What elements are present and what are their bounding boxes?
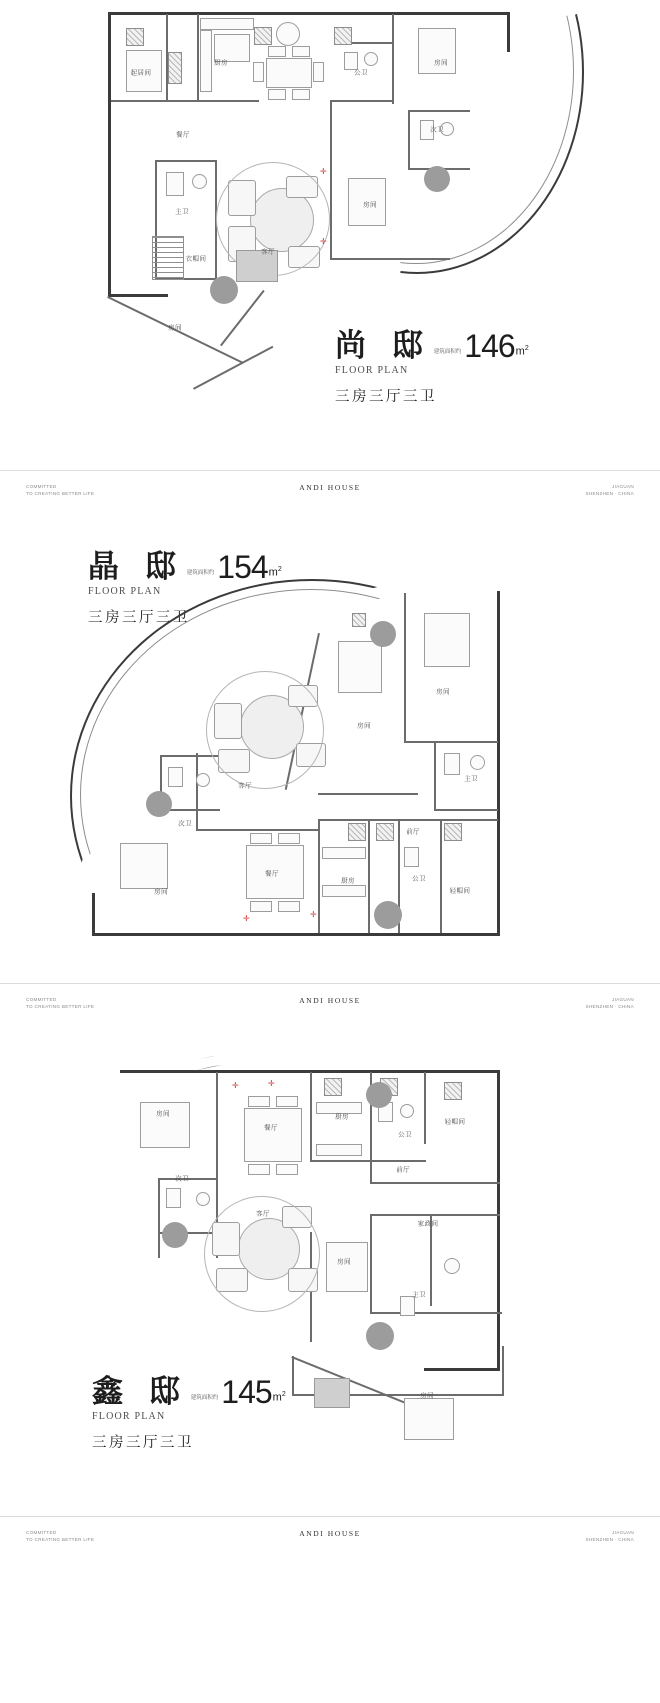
- page-footer-3: [0, 1516, 660, 1561]
- bath-basin: [192, 174, 207, 189]
- pillar: [370, 621, 396, 647]
- bed: [120, 843, 168, 889]
- wall-segment: [434, 809, 498, 811]
- wall-segment: [158, 1178, 160, 1258]
- wall-segment: [108, 12, 111, 297]
- wall-segment: [497, 591, 500, 936]
- area-unit: $m^2$: [272, 1391, 286, 1404]
- area-caption: 建筑面积约: [433, 349, 462, 356]
- bath-basin: [470, 755, 485, 770]
- dining-chair: [248, 1096, 270, 1107]
- wall-segment: [404, 593, 406, 743]
- footer-left-line2: TO CREATING BETTER LIFE: [26, 1004, 95, 1010]
- room-label: 厨房: [335, 1113, 349, 1121]
- dining-chair: [292, 46, 310, 57]
- bed: [404, 1398, 454, 1440]
- wall-segment: [330, 100, 332, 260]
- shaft-hatch: [352, 613, 366, 627]
- room-label: 房间: [154, 888, 168, 896]
- floor-plan-panel-1: [0, 0, 660, 470]
- room-label: 次卫: [430, 126, 444, 134]
- wall-segment: [408, 110, 470, 112]
- bed: [418, 28, 456, 74]
- room-label: 主卫: [464, 775, 478, 783]
- wall-segment: [408, 110, 410, 170]
- wall-segment: [434, 741, 436, 811]
- wall-segment: [111, 100, 259, 102]
- footer-left-line1: COMMITTED: [26, 997, 57, 1002]
- room-label: 餐厅: [176, 131, 190, 139]
- wall-segment: [310, 1072, 312, 1160]
- title-block-3: [92, 1373, 286, 1452]
- curved-exterior-wall: [70, 579, 554, 1013]
- bath-basin: [196, 773, 210, 787]
- footer-right-text: [586, 1529, 634, 1543]
- wall-segment: [310, 1160, 426, 1162]
- bed: [424, 613, 470, 667]
- bed: [326, 1242, 368, 1292]
- side-table: [276, 22, 300, 46]
- balcony: [314, 1378, 350, 1408]
- footer-left-line1: COMMITTED: [26, 484, 57, 489]
- living-circle-guide: [206, 671, 324, 789]
- room-label: 房间: [337, 1258, 351, 1266]
- bath-basin: [400, 1104, 414, 1118]
- dining-chair: [268, 89, 286, 100]
- wall-segment: [197, 14, 199, 102]
- room-label: 房间: [363, 201, 377, 209]
- footer-left-line2: TO CREATING BETTER LIFE: [26, 491, 95, 497]
- dining-chair: [253, 62, 264, 82]
- footer-brand: ANDI HOUSE: [299, 996, 361, 1005]
- room-label: 房间: [436, 688, 450, 696]
- wall-segment: [92, 933, 500, 936]
- dining-chair: [313, 62, 324, 82]
- dining-chair: [250, 901, 272, 912]
- plan-title-cn: 鑫 邸: [92, 1374, 189, 1409]
- area-value: 145: [221, 1373, 272, 1410]
- area-value: 146: [464, 327, 515, 364]
- area-unit: $m^2$: [268, 566, 282, 579]
- room-label: 次卫: [175, 1175, 189, 1183]
- plan-title-en: FLOOR PLAN: [335, 365, 409, 376]
- plan-drawing-1: [0, 0, 660, 400]
- dining-chair: [292, 89, 310, 100]
- bath-basin: [364, 52, 378, 66]
- bath-fixture: [404, 847, 419, 867]
- plan-title-en: FLOOR PLAN: [88, 586, 162, 597]
- room-label: 次卫: [178, 820, 192, 828]
- room-label: 轻帽间: [449, 887, 471, 895]
- footer-left-text: [26, 996, 94, 1010]
- wall-segment: [502, 1346, 504, 1396]
- room-label: 房间: [357, 722, 371, 730]
- wall-segment: [330, 258, 450, 260]
- bath-basin: [196, 1192, 210, 1206]
- pillar: [210, 276, 238, 304]
- shaft-hatch: [444, 1082, 462, 1100]
- plan-title-cn: 晶 邸: [88, 549, 185, 584]
- spacer: [0, 515, 660, 533]
- dining-chair: [268, 46, 286, 57]
- room-label: 房间: [168, 324, 182, 332]
- wall-segment: [370, 1214, 500, 1216]
- shaft-hatch: [126, 28, 144, 46]
- plan-title-cn: 尚 邸: [335, 328, 432, 363]
- wall-segment: [92, 893, 95, 936]
- footer-right-line2: SHENZHEN · CHINA: [585, 1004, 634, 1010]
- shaft-hatch: [444, 823, 462, 841]
- room-label: 客厅: [256, 1210, 270, 1218]
- wall-segment: [332, 100, 394, 102]
- plan-layout-summary: 三房三厅三卫: [335, 389, 437, 405]
- pillar: [162, 1222, 188, 1248]
- stairs: [152, 236, 184, 280]
- pillar: [366, 1322, 394, 1350]
- kitchen-counter: [200, 18, 254, 30]
- shaft-hatch: [348, 823, 366, 841]
- wall-segment: [196, 829, 320, 831]
- room-label: 房间: [156, 1110, 170, 1118]
- plan-title-en: FLOOR PLAN: [92, 1411, 166, 1422]
- room-label: 主卫: [175, 208, 189, 216]
- room-label: 轻帽间: [444, 1118, 466, 1126]
- marker-icon: ✛: [310, 910, 317, 919]
- shaft-hatch: [254, 27, 272, 45]
- wall-segment: [291, 1356, 422, 1410]
- wall-segment: [430, 1216, 432, 1306]
- wall-segment: [108, 12, 510, 15]
- floor-plan-panel-3: [0, 1046, 660, 1516]
- wall-segment: [318, 819, 498, 821]
- area-caption: 建筑面积约: [186, 570, 215, 577]
- room-label: 公卫: [412, 875, 426, 883]
- room-label: 厨房: [214, 59, 228, 67]
- shaft-hatch: [324, 1078, 342, 1096]
- room-label: 起居间: [130, 69, 152, 77]
- wall-segment: [368, 819, 370, 933]
- kitchen-counter: [322, 847, 366, 859]
- wall-segment: [193, 346, 273, 390]
- marker-icon: ✛: [268, 1079, 275, 1088]
- dining-table: [244, 1108, 302, 1162]
- room-label: 房间: [420, 1392, 434, 1400]
- room-label: 房间: [434, 59, 448, 67]
- footer-right-text: [586, 996, 634, 1010]
- footer-brand: ANDI HOUSE: [299, 1529, 361, 1538]
- bath-fixture: [166, 172, 184, 196]
- footer-right-line2: SHENZHEN · CHINA: [585, 1537, 634, 1543]
- dining-chair: [248, 1164, 270, 1175]
- wall-segment: [440, 819, 442, 933]
- bath-fixture: [400, 1296, 415, 1316]
- wall-segment: [318, 819, 320, 933]
- kitchen-counter: [322, 885, 366, 897]
- footer-left-text: [26, 483, 94, 497]
- footer-brand: ANDI HOUSE: [299, 483, 361, 492]
- title-block-1: [335, 327, 529, 406]
- footer-right-line1: JIAGUAN: [611, 1530, 634, 1535]
- dining-table: [266, 58, 312, 88]
- dining-chair: [250, 833, 272, 844]
- dining-chair: [278, 833, 300, 844]
- plan-layout-summary: 三房三厅三卫: [92, 1435, 194, 1451]
- footer-right-text: [586, 483, 634, 497]
- room-label: 公卫: [398, 1131, 412, 1139]
- bed: [338, 641, 382, 693]
- footer-right-line1: JIAGUAN: [611, 484, 634, 489]
- marker-icon: ✛: [320, 167, 327, 176]
- bath-fixture: [444, 753, 460, 775]
- footer-left-line2: TO CREATING BETTER LIFE: [26, 1537, 95, 1543]
- wall-segment: [108, 294, 168, 297]
- room-label: 主卫: [412, 1291, 426, 1299]
- page-footer-1: [0, 470, 660, 515]
- wall-segment: [497, 1070, 500, 1370]
- bath-basin: [444, 1258, 460, 1274]
- bath-fixture: [168, 767, 183, 787]
- area-value: 154: [217, 548, 268, 585]
- footer-left-line1: COMMITTED: [26, 1530, 57, 1535]
- wall-segment: [155, 160, 217, 162]
- bath-fixture: [166, 1188, 181, 1208]
- kitchen-counter: [200, 30, 212, 92]
- pillar: [424, 166, 450, 192]
- wall-segment: [370, 1182, 500, 1184]
- wall-segment: [318, 793, 418, 795]
- room-label: 衣帽间: [185, 255, 207, 263]
- footer-right-line1: JIAGUAN: [611, 997, 634, 1002]
- wall-segment: [392, 14, 394, 104]
- wall-segment: [216, 1072, 218, 1184]
- shaft-hatch: [168, 52, 182, 84]
- marker-icon: ✛: [320, 237, 327, 246]
- room-label: 公卫: [354, 69, 368, 77]
- room-label: 前厅: [396, 1166, 410, 1174]
- room-label: 餐厅: [265, 870, 279, 878]
- wall-segment: [292, 1356, 294, 1396]
- room-label: 厨房: [341, 877, 355, 885]
- page-footer-2: [0, 983, 660, 1028]
- room-label: 客厅: [238, 782, 252, 790]
- dining-chair: [276, 1096, 298, 1107]
- wall-segment: [424, 1072, 426, 1144]
- room-label: 家政间: [417, 1220, 439, 1228]
- pillar: [146, 791, 172, 817]
- kitchen-counter: [316, 1144, 362, 1156]
- wall-segment: [370, 1312, 502, 1314]
- footer-right-line2: SHENZHEN · CHINA: [585, 491, 634, 497]
- floor-plan-panel-2: [0, 533, 660, 983]
- dining-chair: [276, 1164, 298, 1175]
- wall-segment: [370, 1214, 372, 1314]
- area-caption: 建筑面积约: [190, 1395, 219, 1402]
- room-label: 前厅: [406, 828, 420, 836]
- plan-drawing-2: [0, 533, 660, 983]
- marker-icon: ✛: [243, 914, 250, 923]
- area-unit: $m^2$: [515, 345, 529, 358]
- shaft-hatch: [376, 823, 394, 841]
- room-label: 餐厅: [264, 1124, 278, 1132]
- wall-segment: [196, 753, 198, 831]
- wall-segment: [424, 1368, 500, 1371]
- room-label: 客厅: [261, 248, 275, 256]
- wall-segment: [404, 741, 498, 743]
- dining-chair: [278, 901, 300, 912]
- pillar: [366, 1082, 392, 1108]
- shaft-hatch: [334, 27, 352, 45]
- plan-layout-summary: 三房三厅三卫: [88, 610, 190, 626]
- spacer: [0, 1028, 660, 1046]
- pillar: [374, 901, 402, 929]
- footer-left-text: [26, 1529, 94, 1543]
- marker-icon: ✛: [232, 1081, 239, 1090]
